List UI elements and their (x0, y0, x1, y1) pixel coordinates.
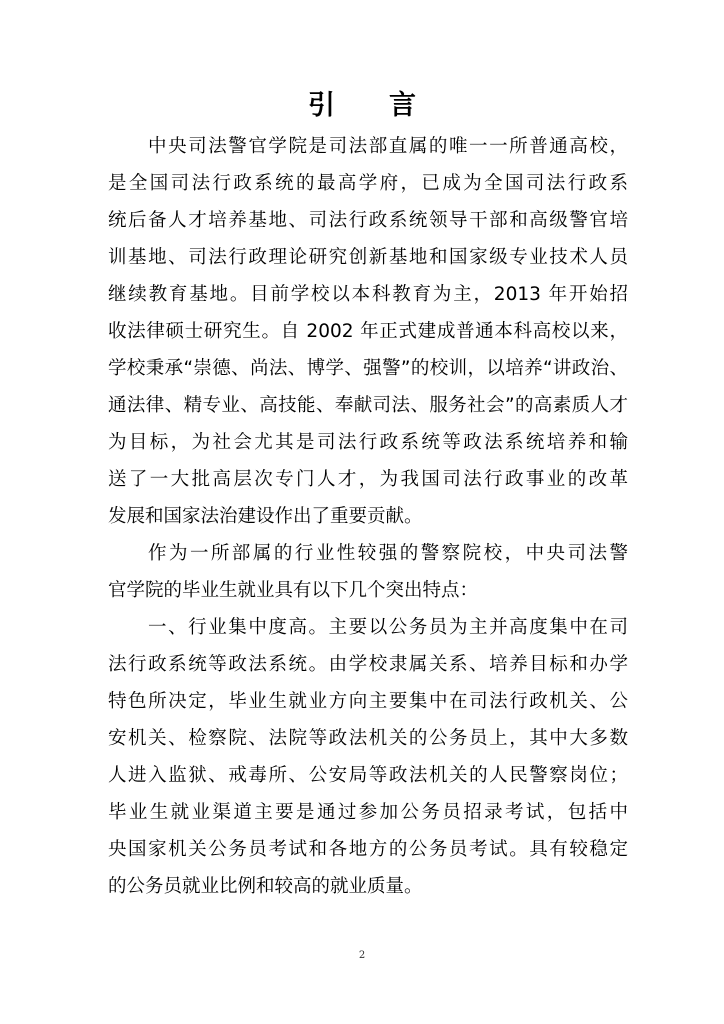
paragraph-1-line-9: 为目标，为社会尤其是司法行政系统等政法系统培养和输 (108, 432, 628, 453)
paragraph-1-line-2: 是全国司法行政系统的最高学府，已成为全国司法行政系 (108, 173, 628, 194)
paragraph-3-line-1: 一、行业集中度高。主要以公务员为主并高度集中在司 (148, 617, 628, 638)
paragraph-1-line-3: 统后备人才培养基地、司法行政系统领导干部和高级警官培 (108, 210, 628, 231)
paragraph-3-line-2: 法行政系统等政法系统。由学校隶属关系、培养目标和办学 (108, 654, 628, 675)
paragraph-1-line-6: 收法律硕士研究生。自 2002 年正式建成普通本科高校以来， (108, 321, 628, 342)
paragraph-1-line-4: 训基地、司法行政理论研究创新基地和国家级专业技术人员 (108, 247, 628, 268)
body-text (108, 128, 628, 905)
title-char-2: 言 (389, 90, 416, 121)
page-title (0, 88, 724, 124)
paragraph-1-line-8: 通法律、精专业、高技能、奉献司法、服务社会”的高素质人才 (108, 395, 628, 416)
paragraph-1-line-1: 中央司法警官学院是司法部直属的唯一一所普通高校， (148, 136, 628, 157)
paragraph-1-line-11: 发展和国家法治建设作出了重要贡献。 (108, 506, 423, 527)
paragraph-3-line-6: 毕业生就业渠道主要是通过参加公务员招录考试，包括中 (108, 802, 628, 823)
paragraph-1-line-10: 送了一大批高层次专门人才，为我国司法行政事业的改革 (108, 469, 628, 490)
paragraph-3-line-5: 人进入监狱、戒毒所、公安局等政法机关的人民警察岗位； (108, 765, 628, 786)
title-char-1: 引 (308, 90, 335, 121)
paragraph-3-line-4: 安机关、检察院、法院等政法机关的公务员上，其中大多数 (108, 728, 628, 749)
paragraph-3-line-3: 特色所决定，毕业生就业方向主要集中在司法行政机关、公 (108, 691, 628, 712)
paragraph-3-line-7: 央国家机关公务员考试和各地方的公务员考试。具有较稳定 (108, 839, 628, 860)
paragraph-2-line-1: 作为一所部属的行业性较强的警察院校，中央司法警 (148, 543, 628, 564)
paragraph-1-line-7: 学校秉承“崇德、尚法、博学、强警”的校训，以培养“讲政治、 (108, 358, 628, 379)
page-number: 2 (358, 950, 366, 961)
paragraph-2-line-2: 官学院的毕业生就业具有以下几个突出特点： (108, 580, 479, 601)
paragraph-3-line-8: 的公务员就业比例和较高的就业质量。 (108, 876, 423, 897)
paragraph-1-line-5: 继续教育基地。目前学校以本科教育为主，2013 年开始招 (108, 284, 628, 305)
